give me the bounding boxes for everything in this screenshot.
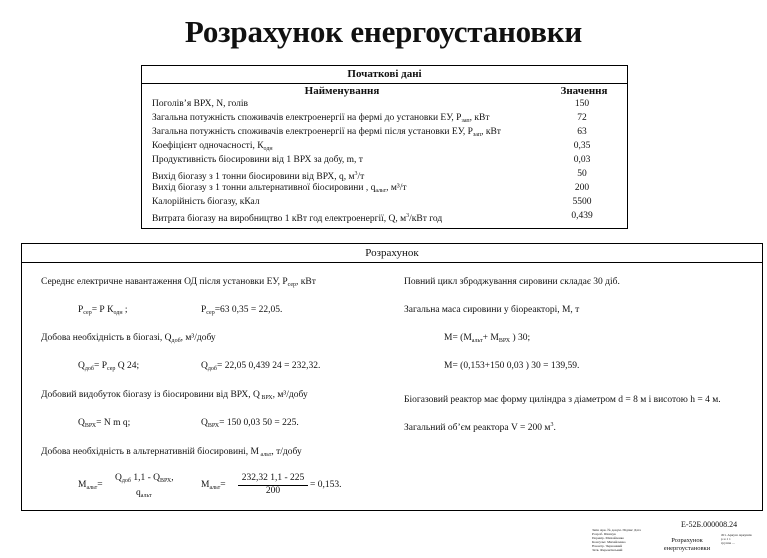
row-value: 0,35 [573,141,591,151]
table-row [152,139,622,153]
formula-1-result: $Р_{сер}=63$ 0,35 = 22,05. [201,305,283,316]
formula-2-general: $Q_{доб}= Р_{сер}$ Q 24; [78,361,140,372]
calc-step-2-label: Добова необхідність в біогазі, $Q_{доб}$, м³/добу [41,333,216,344]
row-value: 200 [574,183,590,193]
row-name: Загальна потужність споживачів електроенергії на фермі після установки ЕУ, $Р_{зап}$, кВт [152,127,501,138]
row-name: Загальна потужність споживачів електроенергії на фермі до установки ЕУ, $Р_{зап}$, кВт [152,113,490,124]
formula-2-result: $Q_{доб}= 22,05$ 0,439 24 = 232,32. [201,361,321,372]
panel-divider [22,262,762,263]
reactor-volume-statement: Загальний об’єм реактора V = 200 $м^3$. [404,422,556,433]
column-header-value: Значення [560,85,608,97]
row-value: 63 [577,127,587,137]
stamp-signatures: Змін Арк. № докум. Підпис Дата Розроб. Шевчук Перевір. Михайленко Консульт. Михайленко Н.контр. Червонний Затв. Ференсівський [592,528,641,552]
row-name: Вихід біогазу з 1 тонни альтернативної біосировини , $q_{альт}$, м³/т [152,183,407,194]
table-row [152,111,622,125]
calc-step-1-label: Середнє електричне навантаження ОД після установки ЕУ, $Р_{сер}$, кВт [41,277,316,288]
row-value: 0,03 [573,155,591,165]
table-row [152,209,622,223]
table-row [152,125,622,139]
row-value: 5500 [572,197,592,207]
formula-4-lhs: $М_{альт}=$ [78,480,103,491]
row-value: 72 [577,113,587,123]
row-value: 150 [574,99,590,109]
stamp-document-title: Розрахунок енергоустановки [663,537,711,552]
initial-data-table [141,65,628,229]
calc-step-4-label: Добова необхідність в альтернативній біосировині, М $_{альт}$, т/добу [41,447,302,458]
row-name: Витрата біогазу на виробництво 1 кВт год електроенергії, Q, $м^3$/кВт год [152,213,443,224]
formula-4b-numerator: 232,32 1,1 - 225 [241,473,305,483]
row-value: 50 [577,169,587,179]
formula-3-general: $Q_{ВРХ}= N$ m q; [78,418,131,429]
formula-5-general: $М= (М_{альт}+ М_{ВРХ}$ ) 30; [444,333,531,344]
formula-4b-lhs: $М_{альт}=$ [201,480,226,491]
column-header-name: Найменування [304,85,380,97]
calc-step-3-label: Добовий видобуток біогазу із біосировини від ВРХ, Q $_{ВРХ}$, м³/добу [41,390,308,401]
page-title: Розрахунок енергоустановки [184,14,583,49]
row-name: Калорійність біогазу, кКал [152,197,260,207]
formula-4b-denominator: 200 [265,486,281,496]
table-row [152,167,622,181]
row-name: Коефіцієнт одночасності, $К_{одн}$ [152,141,273,152]
initial-data-heading: Початкові дані [347,68,422,80]
calculation-panel [21,243,763,511]
formula-1-general: $Р_{сер}= Р$ $К_{одн}$ ; [78,305,128,316]
row-name: Вихід біогазу з 1 тонни біосировини від ВРХ, q, $м^3/т$ [152,171,365,182]
formula-4-denominator: $q_{альт}$ [136,488,152,499]
table-row [152,97,622,111]
table-row [152,195,622,209]
document-code: Е-52Б.000008.24 [681,520,738,529]
formula-4-numerator: $Q_{доб}$ $1,1 - Q_{ВРХ}$, [115,473,174,484]
row-name: Продуктивність біосировини від 1 ВРХ за добу, m, т [152,155,363,165]
table-row [152,181,622,195]
formula-5-result: М= (0,153+150 0,03 ) 30 = 139,59. [444,361,580,371]
calculation-heading: Розрахунок [365,247,419,259]
mass-label: Загальна маса сировини у біореакторі, М, т [404,305,580,315]
table-row [152,153,622,167]
table-divider [142,83,627,84]
stamp-sheet-info: Літ. Аркуш Аркушів р н 1 1 группа ... [721,533,752,545]
row-name: Поголів’я ВРХ, N, голів [152,99,248,109]
row-value: 0,439 [571,211,593,221]
reactor-shape-statement: Біогазовий реактор має форму циліндра з діаметром d = 8 м і висотою h = 4 м. [404,395,721,405]
formula-3-result: $Q_{ВРХ}= 150$ 0,03 50 = 225. [201,418,299,429]
cycle-statement: Повний цикл зброджування сировини складає 30 діб. [404,277,620,287]
formula-4b-result: = 0,153. [310,480,342,490]
